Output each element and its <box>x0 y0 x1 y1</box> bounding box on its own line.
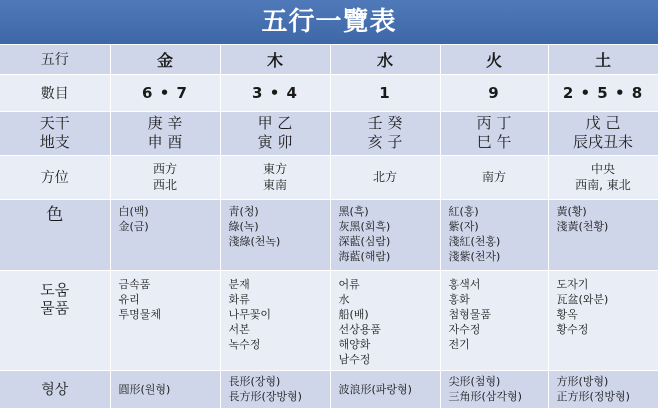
shape-item: 正方形(정방형) <box>556 390 630 403</box>
color-row <box>0 199 658 270</box>
helpful-item: 船(배) <box>338 307 369 321</box>
stem-text: 庚 辛 <box>147 114 183 132</box>
direction-text: 南方 <box>481 170 506 184</box>
helpful-item: 황옥 <box>556 307 578 321</box>
direction-cell <box>548 155 658 199</box>
five-elements-table <box>0 45 658 409</box>
helpful-item: 첨형물품 <box>448 307 492 321</box>
row-label-direction: 方位 <box>0 155 110 199</box>
color-cell <box>330 199 440 270</box>
color-item: 深藍(심람) <box>338 234 391 248</box>
direction-text: 東南 <box>262 178 287 192</box>
shape-item: 圓形(원형) <box>118 382 171 396</box>
row-label-numbers: 數目 <box>0 74 110 111</box>
color-item: 灰黑(회흑) <box>338 219 391 233</box>
helpful-item: 화류 <box>228 292 250 306</box>
direction-row <box>0 155 658 199</box>
direction-cell <box>330 155 440 199</box>
color-item: 黑(흑) <box>338 204 369 218</box>
color-item: 海藍(해람) <box>338 249 391 263</box>
element-fire: 火 <box>440 45 548 74</box>
direction-text: 東方 <box>262 162 287 176</box>
helpful-items-cell <box>548 270 658 370</box>
number-cell: 6 • 7 <box>110 74 220 111</box>
stem-text: 丙 丁 <box>476 114 512 132</box>
direction-text: 中央 <box>590 162 615 176</box>
row-label-stems-branches <box>0 111 110 155</box>
number-cell: 2 • 5 • 8 <box>548 74 658 111</box>
color-item: 綠(녹) <box>228 219 259 233</box>
helpful-item: 나무꽃이 <box>228 307 272 321</box>
page-title: 五行一覽表 <box>0 0 658 45</box>
helpful-item: 투명물체 <box>118 307 162 321</box>
helpful-items-cell <box>220 270 330 370</box>
direction-cell <box>440 155 548 199</box>
stems-branches-cell <box>220 111 330 155</box>
color-item: 白(백) <box>118 204 149 218</box>
branch-text: 巳 午 <box>476 133 512 151</box>
branch-text: 申 酉 <box>147 133 183 151</box>
color-item: 靑(청) <box>228 204 259 218</box>
color-cell <box>548 199 658 270</box>
helpful-item: 전기 <box>448 337 470 351</box>
shape-item: 長形(장형) <box>228 375 281 388</box>
number-cell: 9 <box>440 74 548 111</box>
elements-header-row <box>0 45 658 74</box>
stem-text: 戊 己 <box>585 114 621 132</box>
helpful-item: 서본 <box>228 322 250 336</box>
number-cell: 1 <box>330 74 440 111</box>
shape-cell <box>440 370 548 408</box>
stems-branches-row <box>0 111 658 155</box>
direction-text: 西方 <box>152 162 177 176</box>
helpful-item: 유리 <box>118 292 140 306</box>
row-label-five-elements: 五行 <box>0 45 110 74</box>
helpful-item: 금속품 <box>118 277 151 291</box>
helpful-item: 황수정 <box>556 322 589 336</box>
stems-branches-cell <box>548 111 658 155</box>
row-label-shape: 형상 <box>0 370 110 408</box>
row-label-color: 色 <box>0 199 110 270</box>
label-branches: 地支 <box>39 133 70 151</box>
branch-text: 辰戌丑未 <box>572 133 633 151</box>
shape-cell <box>110 370 220 408</box>
helpful-item: 홍화 <box>448 292 470 306</box>
branch-text: 亥 子 <box>367 133 403 151</box>
color-item: 淺紅(천홍) <box>448 234 501 248</box>
color-item: 淺綠(천녹) <box>228 234 281 248</box>
row-label-helpful-items <box>0 270 110 370</box>
label-helpful: 도움 <box>40 280 70 299</box>
helpful-item: 瓦盆(와분) <box>556 292 609 306</box>
shape-item: 方形(방형) <box>556 375 609 388</box>
helpful-items-row <box>0 270 658 370</box>
shape-row <box>0 370 658 408</box>
stem-text: 壬 癸 <box>367 114 403 132</box>
label-items: 물품 <box>40 298 70 317</box>
direction-text: 西北 <box>152 178 177 192</box>
helpful-item: 해양화 <box>338 337 371 351</box>
element-metal: 金 <box>110 45 220 74</box>
helpful-item: 홍색서 <box>448 277 481 291</box>
color-item: 淺黃(천황) <box>556 219 609 233</box>
direction-text: 西南, 東北 <box>575 178 631 192</box>
direction-text: 北方 <box>372 170 397 184</box>
color-item: 淺紫(천자) <box>448 249 501 263</box>
helpful-item: 어류 <box>338 277 360 291</box>
helpful-item: 자수정 <box>448 322 481 336</box>
helpful-item: 도자기 <box>556 277 589 291</box>
numbers-row <box>0 74 658 111</box>
shape-item: 三角形(삼각형) <box>448 390 522 403</box>
shape-item: 長方形(장방형) <box>228 390 302 403</box>
color-cell <box>220 199 330 270</box>
color-cell <box>110 199 220 270</box>
number-cell: 3 • 4 <box>220 74 330 111</box>
helpful-items-cell <box>330 270 440 370</box>
color-item: 金(금) <box>118 219 149 233</box>
color-item: 紫(자) <box>448 219 479 233</box>
color-item: 紅(홍) <box>448 204 479 218</box>
shape-cell <box>330 370 440 408</box>
stems-branches-cell <box>440 111 548 155</box>
element-wood: 木 <box>220 45 330 74</box>
helpful-item: 녹수정 <box>228 337 261 351</box>
helpful-item: 선상용품 <box>338 322 382 336</box>
shape-cell <box>220 370 330 408</box>
stem-text: 甲 乙 <box>257 114 293 132</box>
shape-item: 波浪形(파랑형) <box>338 382 412 396</box>
helpful-items-cell <box>440 270 548 370</box>
shape-item: 尖形(첨형) <box>448 375 501 388</box>
helpful-item: 水 <box>338 292 350 306</box>
stems-branches-cell <box>330 111 440 155</box>
element-water: 水 <box>330 45 440 74</box>
stems-branches-cell <box>110 111 220 155</box>
color-cell <box>440 199 548 270</box>
label-stems: 天干 <box>39 114 70 132</box>
shape-cell <box>548 370 658 408</box>
color-item: 黃(황) <box>556 204 587 218</box>
direction-cell <box>220 155 330 199</box>
helpful-item: 분재 <box>228 277 250 291</box>
branch-text: 寅 卯 <box>257 133 293 151</box>
element-earth: 土 <box>548 45 658 74</box>
direction-cell <box>110 155 220 199</box>
helpful-items-cell <box>110 270 220 370</box>
helpful-item: 남수정 <box>338 352 371 366</box>
